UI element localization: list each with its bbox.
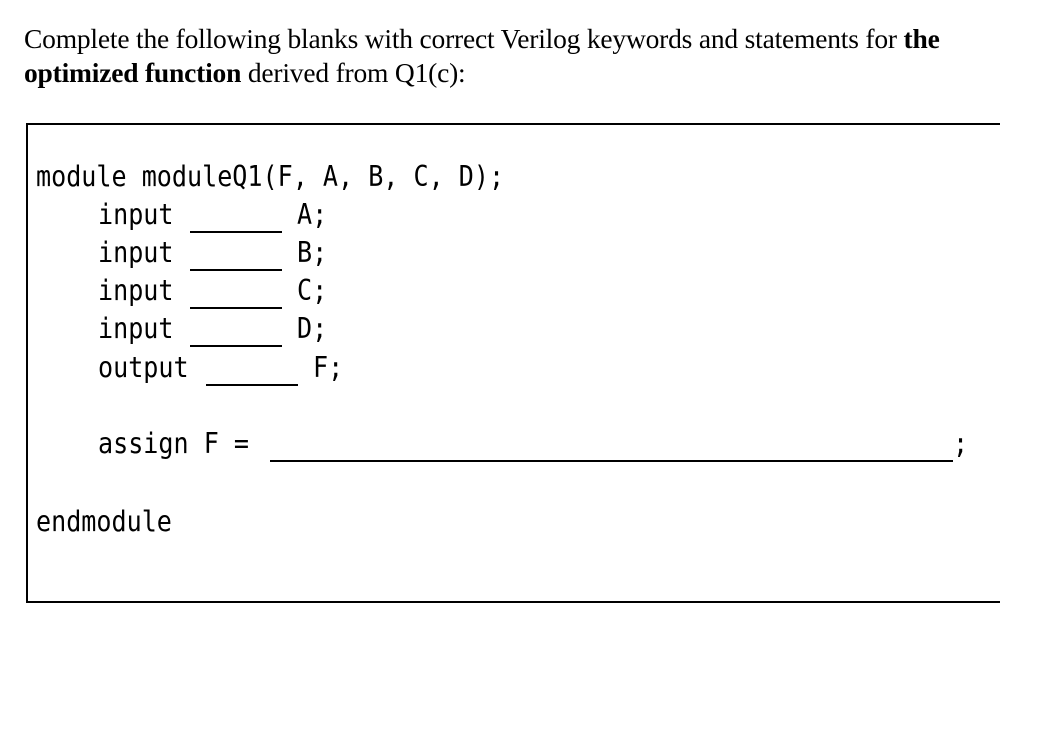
- prompt-bold-the: the: [903, 23, 940, 54]
- port-keyword-b: input: [98, 236, 174, 269]
- endmodule: endmodule: [36, 505, 172, 538]
- prompt-bold-optimized-function: optimized function: [24, 57, 242, 88]
- port-name-f: F;: [313, 351, 344, 384]
- prompt-text-2: derived from Q1(c):: [241, 57, 466, 88]
- port-keyword-f: output: [98, 351, 189, 384]
- prompt-text-1: Complete the following blanks with correct Verilog keywords and statements for: [24, 23, 904, 54]
- port-name-a: A;: [297, 198, 328, 231]
- port-type-blank-a[interactable]: [190, 231, 282, 233]
- port-type-blank-c[interactable]: [190, 307, 282, 309]
- port-keyword-d: input: [98, 312, 174, 345]
- module-declaration: module moduleQ1(F, A, B, C, D);: [36, 160, 505, 193]
- port-type-blank-d[interactable]: [190, 345, 282, 347]
- port-keyword-a: input: [98, 198, 174, 231]
- assign-semicolon: ;: [953, 427, 969, 460]
- port-keyword-c: input: [98, 274, 174, 307]
- question-prompt: [24, 22, 1024, 90]
- port-name-c: C;: [297, 274, 328, 307]
- port-name-b: B;: [297, 236, 328, 269]
- assign-expression-blank[interactable]: [270, 460, 953, 462]
- port-type-blank-f[interactable]: [206, 384, 298, 386]
- port-type-blank-b[interactable]: [190, 269, 282, 271]
- port-name-d: D;: [297, 312, 328, 345]
- assign-label: assign F =: [98, 427, 250, 460]
